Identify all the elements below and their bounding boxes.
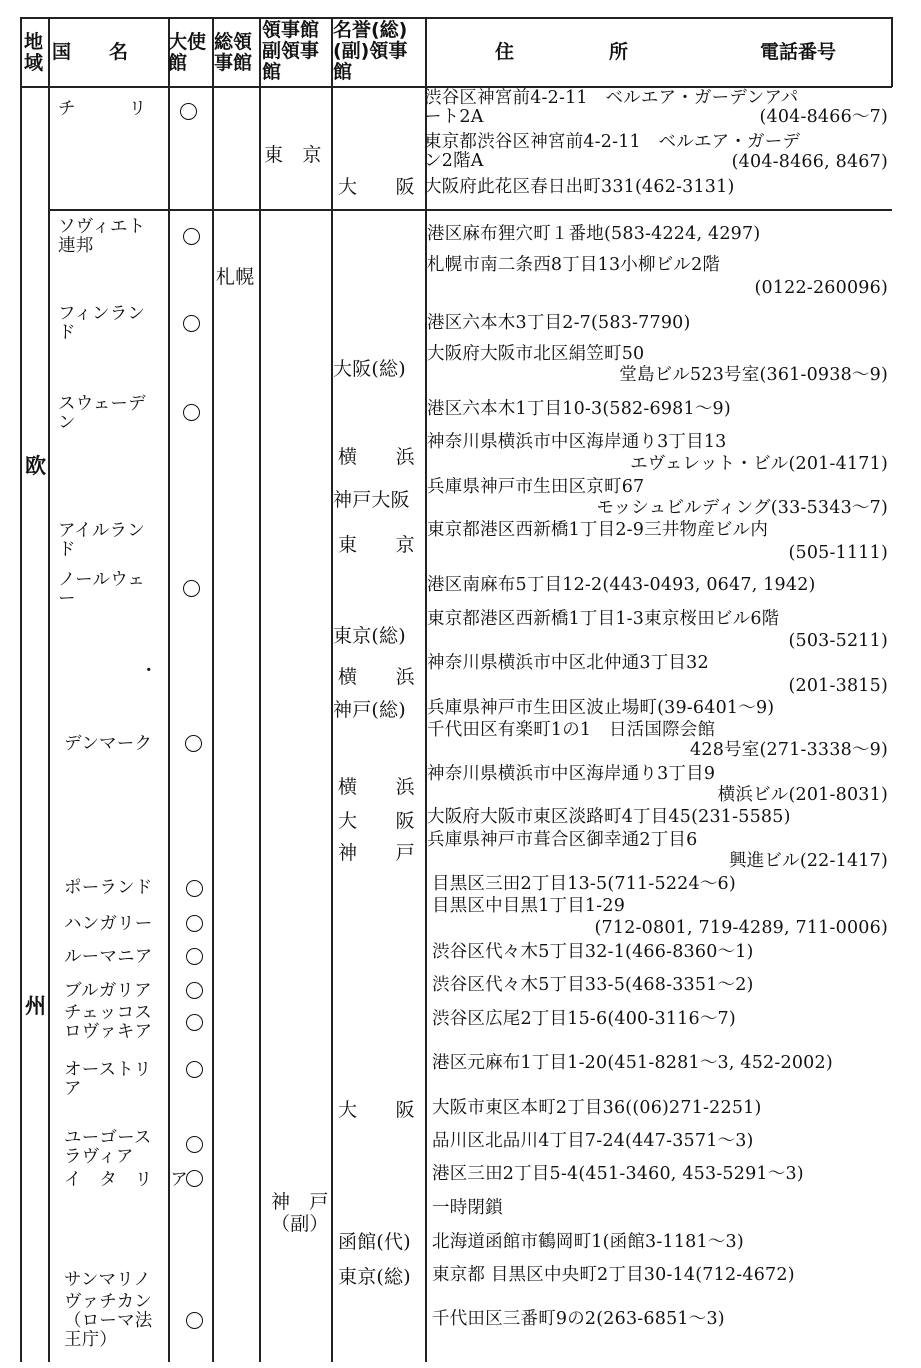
address-italy-hakodate: 北海道函館市鶴岡町1(函館3-1181～3) (432, 1232, 744, 1252)
col-divider-consulate (331, 17, 333, 1362)
country-finland: フィンラン ド (58, 304, 146, 343)
consulate-tokyo: 東 京 (264, 144, 322, 166)
table-top-border (20, 17, 892, 19)
address-czechoslovakia: 渋谷区広尾2丁目15-6(400-3116～7) (432, 1009, 736, 1029)
address-denmark-1: 千代田区有楽町1の1 日活国際会館 (427, 720, 716, 740)
honorary-tokyo-general-1: 東京(総) (333, 625, 406, 647)
address-vatican: 千代田区三番町9の2(263-6851～3) (432, 1309, 725, 1329)
address-denmark-1b: 428号室(271-3338～9) (690, 740, 888, 760)
embassy-mark-vatican (186, 1312, 203, 1329)
embassy-mark-austria (186, 1061, 203, 1078)
col-divider-region (48, 17, 50, 1362)
address-sweden-2b: エヴェレット・ビル(201-4171) (630, 454, 888, 474)
address-yugoslavia: 品川区北品川4丁目7-24(447-3571～3) (432, 1131, 754, 1151)
header-country: 国 名 (52, 41, 129, 63)
address-sanmarino: 東京都 目黒区中央町2丁目30-14(712-4672) (432, 1265, 795, 1285)
col-divider-cg (259, 17, 261, 1362)
country-bulgaria: ブルガリア (64, 981, 152, 1001)
phone-norway-3: (201-3815) (788, 676, 888, 696)
col-divider-embassy (212, 17, 214, 1362)
country-romania: ルーマニア (64, 947, 153, 967)
embassy-mark-chile (180, 103, 197, 120)
header-address: 住 所 (495, 41, 629, 63)
country-separator-dot: ・ (140, 661, 158, 681)
header-region: 地 域 (24, 31, 44, 74)
address-sweden-3b: モッシュビルディング(33-5343～7) (596, 498, 888, 518)
country-ireland: アイルラン ド (58, 521, 145, 560)
address-denmark-3: 大阪府大阪市東区淡路町4丁目45(231-5585) (427, 807, 791, 827)
address-ussr-1: 港区麻布狸穴町１番地(583-4224, 4297) (427, 224, 761, 244)
address-norway-1: 港区南麻布5丁目12-2(443-0493, 0647, 1942) (427, 575, 816, 595)
address-denmark-2b: 横浜ビル(201-8031) (717, 785, 888, 805)
address-chile-1: 渋谷区神宮前4-2-11 ベルエア・ガーデンアパ ート2A (424, 88, 799, 127)
address-denmark-2: 神奈川県横浜市中区海岸通り3丁目9 (427, 764, 716, 784)
honorary-tokyo-general-2: 東京(総) (338, 1266, 411, 1288)
country-hungary: ハンガリー (64, 914, 153, 934)
address-austria-1: 港区元麻布1丁目1-20(451-8281～3, 452-2002) (432, 1053, 833, 1073)
address-finland-2b: 堂島ビル523号室(361-0938～9) (619, 365, 888, 385)
address-denmark-4: 兵庫県神戸市葺合区御幸通2丁目6 (427, 830, 698, 850)
embassy-mark-bulgaria (186, 982, 203, 999)
address-italy: 港区三田2丁目5-4(451-3460, 453-5291～3) (432, 1164, 804, 1184)
country-denmark: デンマーク (64, 734, 153, 754)
header-consulate: 領事館 副領事 館 (262, 19, 320, 83)
honorary-kobe-general: 神戸(総) (333, 699, 406, 721)
address-poland: 目黒区三田2丁目13-5(711-5224～6) (432, 874, 736, 894)
honorary-osaka-general: 大阪(総) (333, 358, 406, 380)
address-finland-2: 大阪府大阪市北区絹笠町50 (427, 344, 645, 364)
address-chile-2: 東京都渋谷区神宮前4-2-11 ベルエア・ガーデ ン2階A (424, 132, 801, 171)
embassy-mark-ussr (183, 228, 200, 245)
phone-ussr-2: (0122-260096) (754, 278, 888, 298)
country-norway: ノールウェ ー (58, 570, 145, 609)
country-ussr: ソヴィエト 連邦 (58, 217, 146, 256)
address-norway-2: 東京都港区西新橋1丁目1-3東京桜田ビル6階 (427, 609, 780, 629)
country-poland: ポーランド (64, 878, 153, 898)
phone-chile-1: (404-8466～7) (759, 107, 888, 127)
phone-chile-2: (404-8466, 8467) (731, 152, 888, 172)
embassy-mark-sweden (183, 404, 200, 421)
address-sweden-3: 兵庫県神戸市生田区京町67 (427, 477, 645, 497)
honorary-tokyo-1: 東 京 (338, 534, 415, 556)
embassy-mark-finland (183, 315, 200, 332)
col-divider-honorary (425, 17, 427, 1362)
address-bulgaria: 渋谷区代々木5丁目33-5(468-3351～2) (432, 975, 754, 995)
header-phone: 電話番号 (760, 41, 837, 63)
country-san-marino: サンマリノ (64, 1270, 151, 1290)
embassy-mark-romania (186, 948, 203, 965)
embassy-mark-italy (186, 1170, 203, 1187)
address-ussr-2: 札幌市南二条西8丁目13小柳ビル2階 (427, 255, 721, 275)
header-embassy: 大使 館 (168, 31, 207, 74)
consulate-kobe-vice: 神 戸 （副） (271, 1191, 329, 1235)
honorary-osaka-3: 大 阪 (338, 1099, 415, 1121)
country-sweden: スウェーデ ン (58, 394, 146, 433)
phone-norway-2: (503-5211) (788, 631, 888, 651)
address-norway-3: 神奈川県横浜市中区北仲通3丁目32 (427, 653, 709, 673)
col-divider-country (168, 17, 170, 1362)
region-europe-2: 州 (25, 994, 46, 1018)
header-honorary: 名誉(総) (副)領事 館 (333, 19, 408, 83)
honorary-yokohama-2: 横 浜 (338, 666, 415, 688)
region-europe-1: 欧 (25, 454, 46, 478)
address-chile-3: 大阪府此花区春日出町331(462-3131) (424, 177, 735, 197)
honorary-yokohama-1: 横 浜 (338, 446, 415, 468)
address-romania: 渋谷区代々木5丁目32-1(466-8360～1) (432, 942, 754, 962)
address-ireland-1: 東京都港区西新橋1丁目2-9三井物産ビル内 (427, 520, 769, 540)
embassy-mark-czechoslovakia (186, 1014, 203, 1031)
address-sweden-2: 神奈川県横浜市中区海岸通り3丁目13 (427, 432, 727, 452)
honorary-osaka-1: 大 阪 (338, 176, 415, 198)
country-vatican: ヴァチカン （ローマ法 王庁） (64, 1292, 153, 1350)
phone-hungary: (712-0801, 719-4289, 711-0006) (594, 918, 888, 938)
honorary-hakodate-acting: 函館(代) (338, 1231, 411, 1253)
header-consulate-general: 総領 事館 (214, 31, 253, 74)
address-sweden-1: 港区六本木1丁目10-3(582-6981～9) (427, 399, 731, 419)
address-denmark-4b: 興進ビル(22-1417) (729, 851, 888, 871)
country-italy: イ タ リ ア (64, 1170, 188, 1190)
embassy-mark-yugoslavia (186, 1136, 203, 1153)
honorary-yokohama-3: 横 浜 (338, 776, 415, 798)
embassy-mark-poland (186, 880, 203, 897)
address-hungary: 目黒区中目黒1丁目1-29 (432, 896, 626, 916)
phone-ireland-1: (505-1111) (788, 543, 888, 563)
embassy-mark-denmark (185, 735, 202, 752)
country-yugoslavia: ユーゴース ラヴィア (64, 1128, 152, 1167)
honorary-osaka-2: 大 阪 (338, 810, 415, 832)
address-italy-closed: 一時閉鎖 (432, 1198, 503, 1218)
right-border (891, 17, 893, 87)
honorary-kobe-1: 神 戸 (338, 842, 415, 864)
chile-row-border (48, 209, 892, 211)
embassy-mark-hungary (186, 915, 203, 932)
address-finland-1: 港区六本木3丁目2-7(583-7790) (427, 313, 691, 333)
address-norway-4: 兵庫県神戸市生田区波止場町(39-6401～9) (427, 698, 775, 718)
country-austria: オーストリ ア (64, 1060, 152, 1099)
left-border (20, 17, 22, 1362)
embassy-mark-norway (183, 580, 200, 597)
cg-sapporo: 札幌 (216, 266, 255, 288)
country-czechoslovakia: チェッコス ロヴァキア (64, 1003, 153, 1042)
address-austria-2: 大阪市東区本町2丁目36((06)271-2251) (432, 1098, 762, 1118)
honorary-kobe-osaka: 神戸大阪 (333, 489, 410, 511)
country-chile: チ リ (58, 99, 147, 119)
